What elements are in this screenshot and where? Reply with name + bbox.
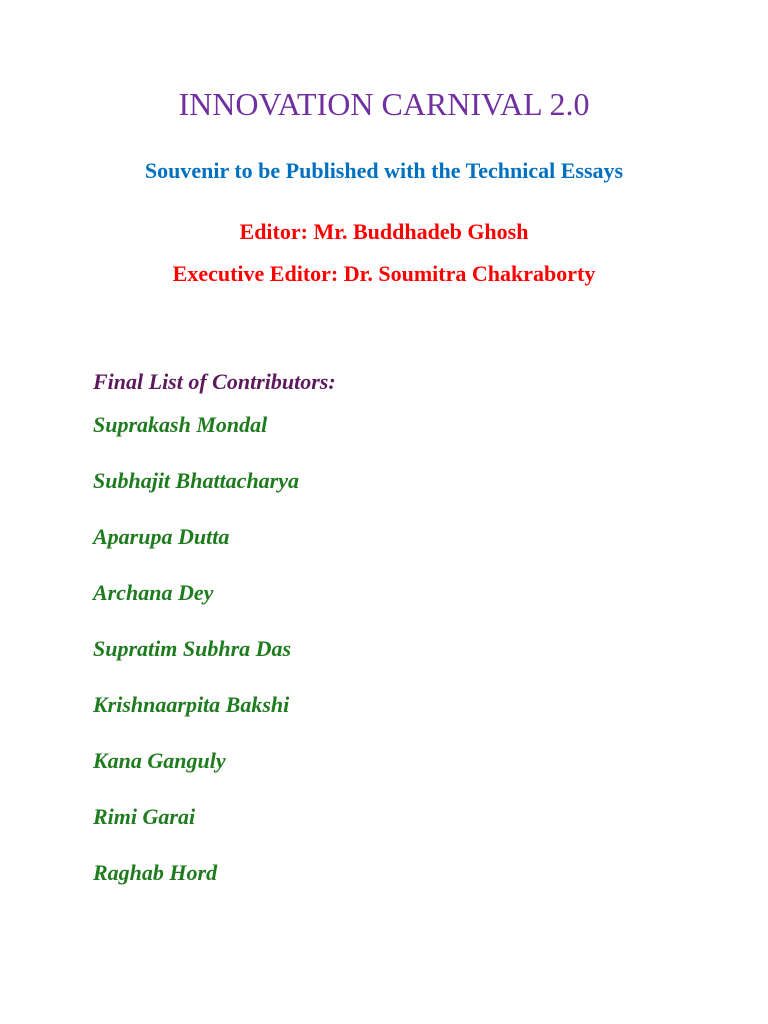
contributor-name: Raghab Hord bbox=[93, 860, 218, 885]
contributor-name: Archana Dey bbox=[93, 580, 214, 605]
contributor-name: Aparupa Dutta bbox=[93, 524, 230, 549]
contributor-name: Supratim Subhra Das bbox=[93, 636, 292, 661]
document-subtitle: Souvenir to be Published with the Technical Essays bbox=[144, 158, 624, 183]
contributor-name: Kana Ganguly bbox=[93, 748, 226, 773]
contributor-name: Krishnaarpita Bakshi bbox=[93, 692, 290, 717]
contributors-heading: Final List of Contributors: bbox=[93, 369, 336, 394]
contributors-list bbox=[93, 410, 299, 914]
document-title: INNOVATION CARNIVAL 2.0 bbox=[178, 86, 590, 122]
contributor-name: Suprakash Mondal bbox=[93, 412, 268, 437]
editor-line: Editor: Mr. Buddhadeb Ghosh bbox=[239, 219, 529, 244]
contributor-name: Rimi Garai bbox=[93, 804, 196, 829]
contributor-name: Subhajit Bhattacharya bbox=[93, 468, 300, 493]
executive-editor-line: Executive Editor: Dr. Soumitra Chakraborty bbox=[172, 261, 596, 286]
